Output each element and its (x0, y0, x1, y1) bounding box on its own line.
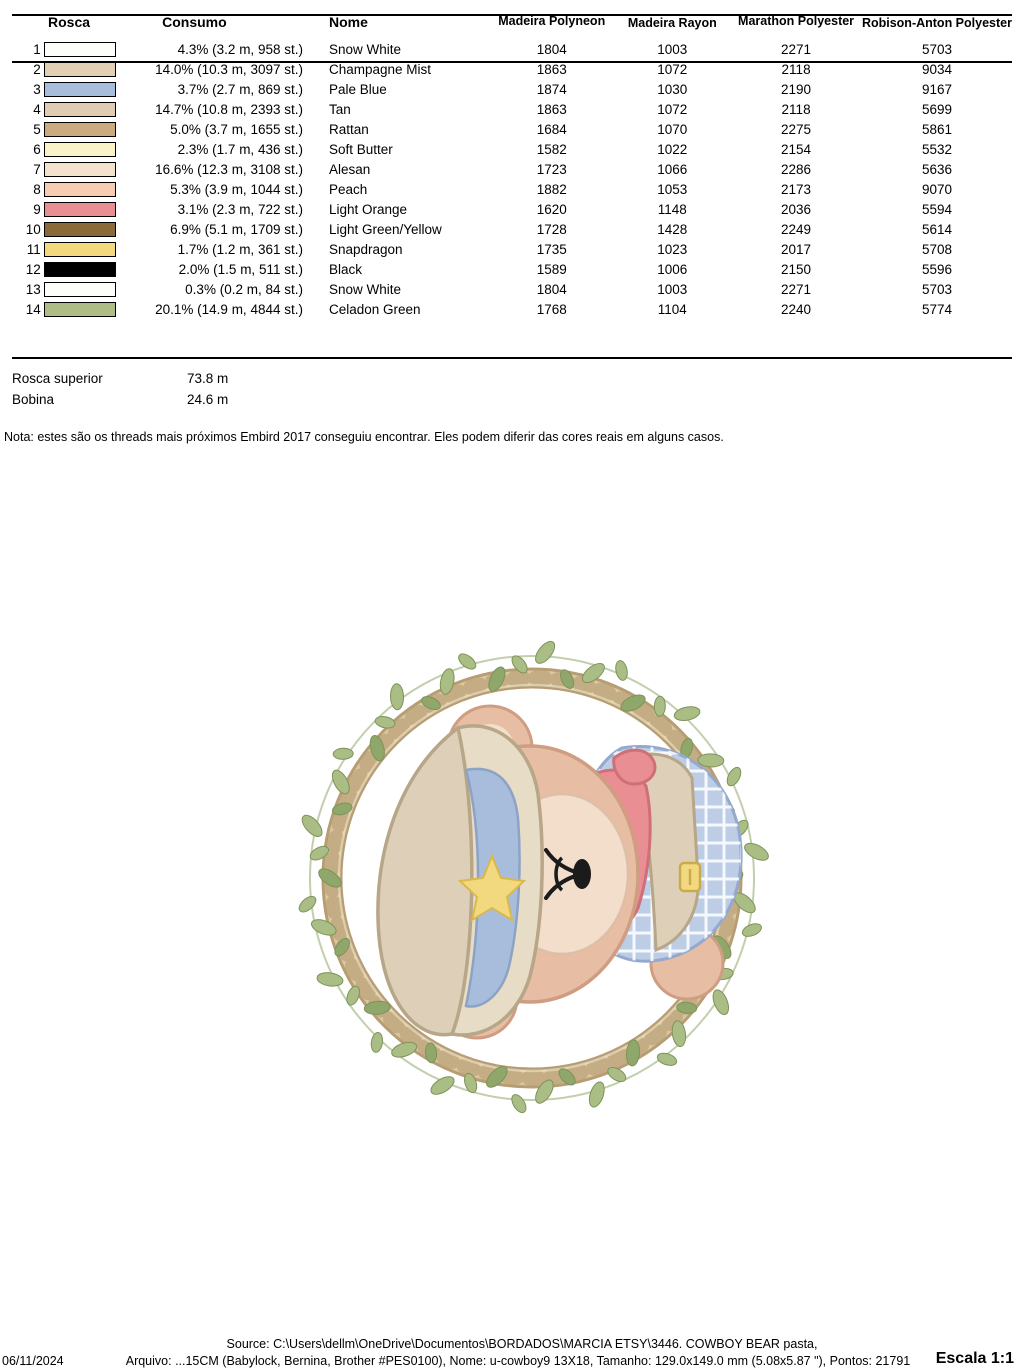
totals-value: 24.6 m (187, 392, 229, 407)
table-row (12, 159, 1012, 179)
thread-table-body (12, 39, 1012, 319)
embroidery-design-preview (262, 578, 802, 1198)
column-header-madeira-rayon: Madeira Rayon (627, 16, 717, 30)
color-swatch (44, 242, 116, 257)
table-row (12, 279, 1012, 299)
color-swatch (44, 202, 116, 217)
row-madeira-polyneon: 1728 (536, 221, 567, 237)
row-marathon-polyester: 2017 (781, 241, 812, 257)
row-index: 12 (25, 261, 41, 277)
color-swatch-cell (44, 299, 132, 319)
row-consumo: 4.3% (3.2 m, 958 st.) (177, 41, 303, 57)
table-row (12, 119, 1012, 139)
leaf (333, 748, 353, 760)
row-madeira-polyneon: 1589 (536, 261, 567, 277)
totals-label: Bobina (12, 392, 55, 407)
color-swatch (44, 142, 116, 157)
row-madeira-polyneon: 1804 (536, 41, 567, 57)
leaf (710, 988, 732, 1017)
color-swatch (44, 162, 116, 177)
leaf (741, 921, 764, 939)
row-madeira-rayon: 1104 (657, 301, 687, 317)
leaf (614, 660, 629, 682)
row-consumo: 1.7% (1.2 m, 361 st.) (177, 241, 303, 257)
color-swatch-cell (44, 279, 132, 299)
thread-table-head (12, 14, 1012, 39)
column-header-madeira-polyneon: Madeira Polyneon (498, 14, 606, 28)
row-consumo: 20.1% (14.9 m, 4844 st.) (155, 301, 303, 317)
row-robison-anton: 5699 (921, 101, 952, 117)
row-robison-anton: 9034 (921, 61, 952, 77)
row-nome: Light Green/Yellow (328, 221, 442, 237)
row-madeira-polyneon: 1723 (536, 161, 567, 177)
totals-label: Rosca superior (12, 371, 103, 386)
row-index: 5 (33, 121, 41, 137)
row-robison-anton: 9070 (921, 181, 952, 197)
row-consumo: 5.0% (3.7 m, 1655 st.) (170, 121, 303, 137)
color-swatch-cell (44, 199, 132, 219)
row-index: 9 (33, 201, 41, 217)
table-row (12, 179, 1012, 199)
row-index: 13 (25, 281, 41, 297)
row-consumo: 14.0% (10.3 m, 3097 st.) (155, 61, 303, 77)
row-consumo: 14.7% (10.8 m, 2393 st.) (155, 101, 303, 117)
color-swatch (44, 62, 116, 77)
color-swatch-cell (44, 79, 132, 99)
row-madeira-rayon: 1022 (657, 141, 688, 157)
column-header-rosca: Rosca (48, 14, 91, 30)
row-marathon-polyester: 2118 (781, 61, 811, 77)
table-row (12, 99, 1012, 119)
cowboy-bear-artwork (262, 578, 802, 1198)
row-madeira-polyneon: 1768 (536, 301, 567, 317)
row-nome: Snapdragon (328, 241, 403, 257)
row-madeira-rayon: 1072 (657, 61, 688, 77)
row-index: 8 (33, 181, 41, 197)
row-nome: Champagne Mist (328, 61, 432, 77)
row-marathon-polyester: 2240 (781, 301, 812, 317)
row-nome: Black (328, 261, 362, 277)
cowboy-hat (378, 726, 542, 1035)
row-nome: Tan (328, 101, 351, 117)
color-swatch-cell (44, 59, 132, 79)
totals-value: 73.8 m (187, 371, 229, 386)
row-robison-anton: 5636 (921, 161, 952, 177)
row-robison-anton: 5594 (921, 201, 952, 217)
color-swatch (44, 282, 116, 297)
row-madeira-rayon: 1003 (657, 41, 688, 57)
color-swatch-cell (44, 99, 132, 119)
footer-date: 06/11/2024 (2, 1354, 64, 1368)
row-madeira-polyneon: 1804 (536, 281, 567, 297)
row-robison-anton: 5708 (921, 241, 952, 257)
row-nome: Peach (328, 181, 368, 197)
row-marathon-polyester: 2286 (781, 161, 812, 177)
leaf (656, 1051, 678, 1068)
row-marathon-polyester: 2036 (781, 201, 812, 217)
row-index: 1 (33, 41, 41, 57)
table-bottom-rule (12, 357, 1012, 359)
leaf (316, 971, 344, 988)
leaf (742, 840, 771, 864)
row-marathon-polyester: 2173 (781, 181, 812, 197)
row-robison-anton: 5614 (921, 221, 952, 237)
row-madeira-rayon: 1428 (657, 221, 688, 237)
row-robison-anton: 9167 (921, 81, 952, 97)
disclaimer-note: Nota: estes são os threads mais próximos Embird 2017 conseguiu encontrar. Eles podem diferir das cores reais em alguns casos. (4, 430, 724, 444)
row-robison-anton: 5596 (921, 261, 952, 277)
column-header-marathon-polyester: Marathon Polyester (738, 14, 855, 28)
column-header-robison-anton: Robison-Anton Polyester (861, 16, 1012, 30)
color-swatch (44, 262, 116, 277)
row-index: 6 (33, 141, 41, 157)
color-swatch (44, 302, 116, 317)
row-index: 7 (33, 161, 41, 177)
footer-file-info: Arquivo: ...15CM (Babylock, Bernina, Brother #PES0100), Nome: u-cowboy9 13X18, Tamanho: 129.0x149.0 mm (5.08x5.87 "), Pontos: 21791 (125, 1354, 911, 1368)
row-madeira-polyneon: 1620 (536, 201, 567, 217)
totals-row (12, 392, 228, 413)
row-consumo: 0.3% (0.2 m, 84 st.) (185, 281, 303, 297)
row-madeira-rayon: 1023 (657, 241, 688, 257)
row-robison-anton: 5703 (921, 41, 952, 57)
leaf (673, 705, 701, 723)
row-marathon-polyester: 2154 (781, 141, 812, 157)
leaf (587, 1080, 608, 1109)
color-swatch-cell (44, 219, 132, 239)
row-consumo: 16.6% (12.3 m, 3108 st.) (155, 161, 303, 177)
row-marathon-polyester: 2275 (781, 121, 812, 137)
color-swatch-cell (44, 239, 132, 259)
row-nome: Snow White (328, 281, 401, 297)
row-index: 2 (33, 61, 41, 77)
column-header-nome: Nome (328, 14, 368, 30)
table-header-row (12, 14, 1012, 39)
leaf (724, 765, 743, 788)
table-row (12, 239, 1012, 259)
row-nome: Light Orange (328, 201, 408, 217)
leaf (654, 696, 666, 716)
row-madeira-polyneon: 1684 (536, 121, 567, 137)
leaf (374, 715, 396, 730)
row-consumo: 6.9% (5.1 m, 1709 st.) (170, 221, 303, 237)
leaf (370, 1032, 384, 1053)
row-nome: Snow White (328, 41, 401, 57)
footer-source: Source: C:\Users\dellm\OneDrive\Documentos\BORDADOS\MARCIA ETSY\3446. COWBOY BEAR pasta, (226, 1337, 818, 1351)
row-nome: Pale Blue (328, 81, 387, 97)
row-index: 3 (33, 81, 41, 97)
row-robison-anton: 5532 (921, 141, 952, 157)
row-madeira-polyneon: 1863 (536, 61, 567, 77)
row-madeira-rayon: 1070 (657, 121, 688, 137)
table-row (12, 139, 1012, 159)
row-madeira-polyneon: 1735 (536, 241, 567, 257)
row-madeira-rayon: 1148 (657, 201, 687, 217)
row-index: 4 (33, 101, 41, 117)
footer-scale: Escala 1:1 (935, 1350, 1014, 1367)
row-madeira-polyneon: 1863 (536, 101, 567, 117)
row-consumo: 2.3% (1.7 m, 436 st.) (177, 141, 303, 157)
row-madeira-polyneon: 1582 (536, 141, 567, 157)
color-swatch (44, 102, 116, 117)
scarf-knot (614, 750, 655, 784)
row-nome: Rattan (328, 121, 369, 137)
color-swatch (44, 82, 116, 97)
thread-table (12, 14, 1012, 319)
color-swatch-cell (44, 179, 132, 199)
row-robison-anton: 5861 (921, 121, 952, 137)
row-consumo: 5.3% (3.9 m, 1044 st.) (170, 181, 303, 197)
row-robison-anton: 5703 (921, 281, 952, 297)
leaf (509, 1092, 529, 1115)
leaf (532, 638, 558, 666)
color-swatch-cell (44, 119, 132, 139)
row-nome: Celadon Green (328, 301, 421, 317)
row-index: 10 (25, 221, 41, 237)
row-marathon-polyester: 2271 (781, 281, 812, 297)
table-row (12, 299, 1012, 319)
row-madeira-rayon: 1053 (657, 181, 688, 197)
row-marathon-polyester: 2271 (781, 41, 812, 57)
table-row (12, 39, 1012, 59)
table-row (12, 59, 1012, 79)
color-swatch (44, 182, 116, 197)
totals-row (12, 371, 228, 392)
row-consumo: 2.0% (1.5 m, 511 st.) (178, 261, 303, 277)
leaf (296, 893, 318, 915)
totals-block (12, 371, 228, 413)
row-nome: Alesan (328, 161, 371, 177)
row-marathon-polyester: 2249 (781, 221, 812, 237)
row-consumo: 3.7% (2.7 m, 869 st.) (177, 81, 303, 97)
table-row (12, 259, 1012, 279)
row-marathon-polyester: 2118 (781, 101, 811, 117)
row-index: 14 (25, 301, 41, 317)
table-row (12, 199, 1012, 219)
leaf (698, 754, 724, 768)
row-madeira-rayon: 1066 (657, 161, 688, 177)
color-swatch-cell (44, 159, 132, 179)
leaf (299, 812, 326, 840)
color-swatch-cell (44, 139, 132, 159)
row-index: 11 (26, 241, 41, 257)
thread-table-container (12, 14, 1012, 319)
color-swatch (44, 222, 116, 237)
color-swatch-cell (44, 39, 132, 59)
row-marathon-polyester: 2190 (781, 81, 812, 97)
color-swatch (44, 122, 116, 137)
table-row (12, 219, 1012, 239)
color-swatch-cell (44, 259, 132, 279)
column-header-consumo: Consumo (162, 14, 227, 30)
row-madeira-polyneon: 1882 (536, 181, 567, 197)
row-madeira-rayon: 1003 (657, 281, 688, 297)
row-madeira-rayon: 1030 (657, 81, 688, 97)
row-madeira-rayon: 1006 (657, 261, 688, 277)
row-madeira-polyneon: 1874 (536, 81, 567, 97)
leaf (390, 684, 404, 710)
row-nome: Soft Butter (328, 141, 393, 157)
color-swatch (44, 42, 116, 57)
row-robison-anton: 5774 (921, 301, 952, 317)
row-marathon-polyester: 2150 (781, 261, 812, 277)
table-row (12, 79, 1012, 99)
row-madeira-rayon: 1072 (657, 101, 688, 117)
leaf (671, 1020, 688, 1048)
row-consumo: 3.1% (2.3 m, 722 st.) (177, 201, 303, 217)
